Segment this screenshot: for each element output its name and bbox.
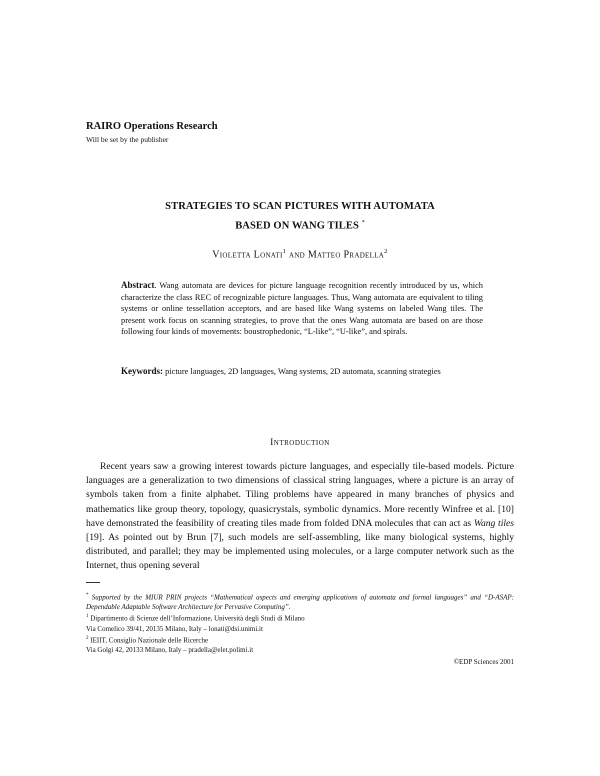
copyright-notice: ©EDP Sciences 2001 — [453, 658, 514, 666]
paper-title — [100, 199, 500, 235]
footnote-affiliation-1 — [86, 612, 514, 623]
title-footnote-mark: * — [361, 220, 365, 226]
footnotes — [86, 591, 514, 655]
footnote-funding-mark: * — [86, 593, 89, 598]
abstract-label: Abstract — [121, 280, 155, 290]
footnote-1-line-1: Dipartimento di Scienze dell’Informazione, Università degli Studi di Milano — [90, 614, 305, 623]
author-2: Matteo Pradella — [307, 249, 385, 261]
footnote-affiliation-2 — [86, 634, 514, 645]
footnote-funding-text: Supported by the MIUR PRIN projects “Mathematical aspects and emerging applications of automata and formal languages” and “D-ASAP: Dependable Adaptable Software Architecture for Pervasive Computing”. — [86, 593, 515, 612]
footnote-2-mark: 2 — [86, 635, 89, 641]
keywords-text: picture languages, 2D languages, Wang systems, 2D automata, scanning strategies — [165, 367, 441, 376]
author-1: Violetta Lonati — [212, 249, 283, 261]
intro-text-part-1: Recent years saw a growing interest towards picture languages, and especially tile-based models. Picture languages are a generalization to two dimensions of classical string languages, where a picture is an array of symbols taken from a finite alphabet. Tiling problems have appeared in many branches of physics and mathematics like group theory, topology, quasicrystals, symbolic dynamics. More recently Winfree et al. [10] have demonstrated the feasibility of creating tiles made from folded DNA molecules that can act as — [86, 461, 514, 529]
footnote-2-line-1: IEIIT, Consiglio Nazionale delle Ricerche — [90, 635, 209, 644]
footnote-2-address: Via Golgi 42, 20133 Milano, Italy – pradella@elet.polimi.it — [86, 645, 254, 654]
footnote-rule — [86, 582, 100, 583]
journal-name: RAIRO Operations Research — [86, 121, 218, 132]
author-2-affiliation: 2 — [384, 248, 388, 255]
title-line-2-text: BASED ON WANG TILES — [235, 220, 359, 232]
keywords-label: Keywords: — [121, 366, 163, 376]
section-heading: Introduction — [270, 438, 330, 448]
footnote-1-mark: 1 — [86, 614, 89, 620]
intro-emphasis: Wang tiles — [473, 517, 515, 529]
author-list — [100, 248, 500, 260]
abstract-text: Wang automata are devices for picture language recognition recently introduced by us, which characterize the class REC of recognizable picture languages. Thus, Wang automata are equivalent to tiling systems or online tessellation acceptors, and are based like Wang systems on labeled Wang tiles. The present work focus on scanning strategies, to prove that the ones Wang automata are based on are those following four kinds of movements: boustrophedonic, “L-like”, “U-like”, and spirals. — [121, 281, 483, 337]
publisher-note: Will be set by the publisher — [86, 135, 169, 144]
author-connector: and — [288, 249, 306, 261]
footnote-funding — [86, 591, 514, 612]
abstract: Abstract. Wang automata are devices for picture language recognition recently introduced by us, which characterize the class REC of recognizable picture languages. Thus, Wang automata are equivalent to tiling systems or online tessellation acceptors, and are based like Wang systems on labeled Wang tiles. The present work focus on scanning strategies, to prove that the ones Wang automata are based on are those following four kinds of movements: boustrophedonic, “L-like”, “U-like”, and spirals. — [121, 280, 483, 337]
title-line-1: STRATEGIES TO SCAN PICTURES WITH AUTOMATA — [165, 201, 435, 212]
author-1-affiliation: 1 — [282, 248, 287, 255]
intro-paragraph — [86, 460, 514, 574]
intro-text-part-2: [19]. As pointed out by Brun [7], such models are self-assembling, like many biological systems, highly distributed, and parallel; they may be implemented using molecules, or a large computer network such as the Internet, thus opening several — [86, 532, 514, 572]
footnote-1-address: Via Comelico 39/41, 20135 Milano, Italy – lonati@dsi.unimi.it — [86, 624, 263, 633]
keywords — [121, 366, 483, 378]
title-line-2 — [100, 215, 500, 235]
